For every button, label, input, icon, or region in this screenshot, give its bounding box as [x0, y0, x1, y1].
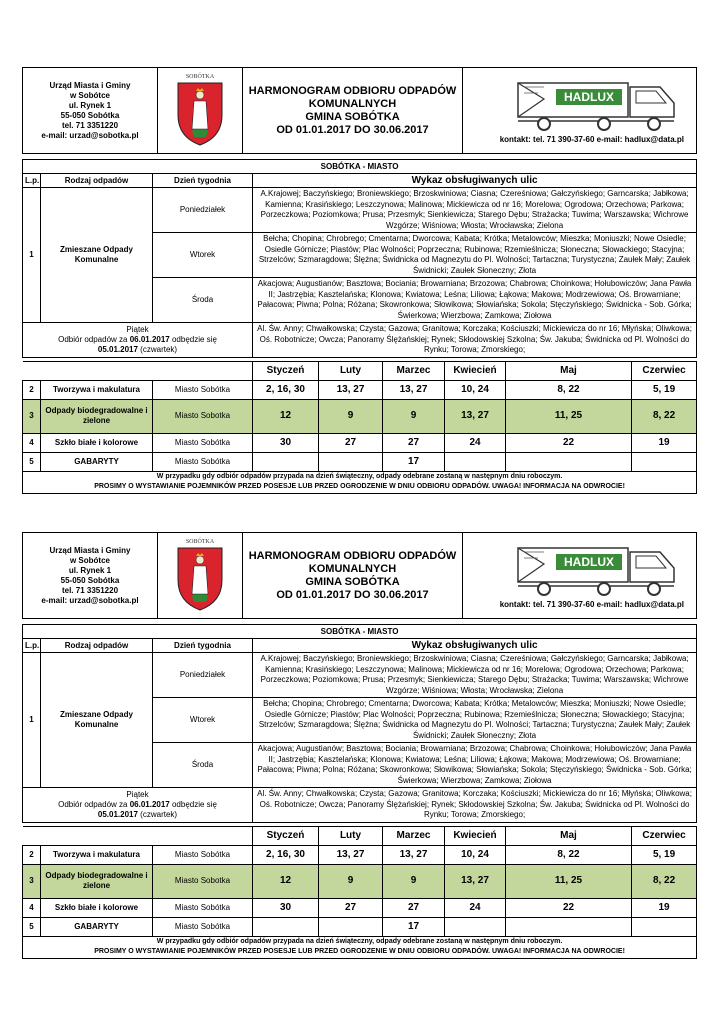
- pickup-dates: 8, 22: [632, 864, 697, 898]
- office-line: 55-050 Sobótka: [60, 575, 120, 585]
- row-lp: 2: [23, 845, 41, 864]
- note-date: 05.01.2017: [97, 809, 138, 819]
- area-label: Miasto Sobotka: [153, 399, 253, 433]
- row-lp: 4: [23, 433, 41, 452]
- friday-note: [23, 788, 253, 823]
- pickup-dates: 27: [319, 898, 383, 917]
- row-lp: 2: [23, 380, 41, 399]
- schedule-sheet: [22, 532, 696, 959]
- pickup-dates: [253, 452, 319, 471]
- waste-name: Szkło białe i kolorowe: [41, 433, 153, 452]
- area-label: Miasto Sobótka: [153, 380, 253, 399]
- office-email: e-mail: urzad@sobotka.pl: [41, 595, 139, 605]
- pickup-dates: 9: [383, 399, 445, 433]
- pickup-dates: 13, 27: [445, 399, 506, 433]
- pickup-dates: 19: [632, 433, 697, 452]
- office-address: [23, 68, 158, 154]
- company-cell: [463, 533, 697, 619]
- pickup-dates: 9: [319, 864, 383, 898]
- pickup-dates: 10, 24: [445, 845, 506, 864]
- office-line: tel. 71 3351220: [61, 585, 119, 595]
- friday-note-line: [25, 345, 250, 355]
- area-label: Miasto Sobótka: [153, 452, 253, 471]
- pickup-dates: 11, 25: [506, 864, 632, 898]
- waste-name: Tworzywa i makulatura: [41, 845, 153, 864]
- note-text: (czwartek): [137, 344, 178, 354]
- area-label: Miasto Sobótka: [153, 845, 253, 864]
- section-title: SOBÓTKA - MIASTO: [23, 625, 697, 639]
- office-address: [23, 533, 158, 619]
- area-label: Miasto Sobótka: [153, 433, 253, 452]
- note-date: 06.01.2017: [129, 799, 170, 809]
- streets-list: A.Krajowej; Baczyńskiego; Broniewskiego; Brzoskwiniowa; Ciasna; Czereśniowa; Gałczyńskiego; Garncarska; Jabłkowa; Kamienna; Krasińskiego; Leszczynowa; Malinowa; Mickiewicza od nr 16; Morelowa; Ogrodowa; Orzechowa; Parkowa; Porzeczkowa; Poziomkowa; Prusa; Przesmyk; Sienkiewicza; Starego Dębu; Strażacka; Tuwima; Warszawska; Wichrowe Wzgórze; Wiśniowa; Włosta; Wrocławska; Zielona: [253, 188, 697, 233]
- office-line: Urząd Miasta i Gminy: [49, 80, 131, 90]
- pickup-dates: 19: [632, 898, 697, 917]
- month-header: Styczeń: [253, 361, 319, 380]
- day-label: Środa: [153, 278, 253, 323]
- pickup-dates: 8, 22: [506, 380, 632, 399]
- col-waste-type: Rodzaj odpadów: [41, 639, 153, 653]
- month-header: Luty: [319, 826, 383, 845]
- waste-name: Tworzywa i makulatura: [41, 380, 153, 399]
- schedule-sheet: [22, 67, 696, 494]
- title-line: GMINA SOBÓTKA: [305, 575, 400, 588]
- note-text: Odbiór odpadów za: [58, 334, 130, 344]
- pickup-dates: 17: [383, 917, 445, 936]
- office-line: 55-050 Sobótka: [60, 110, 120, 120]
- pickup-dates: 2, 16, 30: [253, 845, 319, 864]
- company-contact: kontakt: tel. 71 390-37-60 e-mail: hadlux@data.pl: [499, 134, 684, 144]
- schedule-title: [243, 68, 463, 154]
- section-title: SOBÓTKA - MIASTO: [23, 160, 697, 174]
- waste-row: [23, 898, 697, 917]
- waste-row: [23, 845, 697, 864]
- month-header: Czerwiec: [632, 826, 697, 845]
- pickup-dates: 27: [383, 433, 445, 452]
- note-date: 06.01.2017: [129, 334, 170, 344]
- title-period: OD 01.01.2017 DO 30.06.2017: [276, 588, 429, 601]
- waste-name: Odpady biodegradowalne i zielone: [41, 399, 153, 433]
- office-line: tel. 71 3351220: [61, 120, 119, 130]
- month-header: Maj: [506, 826, 632, 845]
- pickup-dates: [319, 452, 383, 471]
- office-line: ul. Rynek 1: [68, 565, 112, 575]
- company-cell: [463, 68, 697, 154]
- title-line: KOMUNALNYCH: [308, 97, 397, 110]
- waste-name: GABARYTY: [41, 452, 153, 471]
- month-header: Marzec: [383, 361, 445, 380]
- footer-note: [23, 936, 697, 958]
- streets-list: A.Krajowej; Baczyńskiego; Broniewskiego; Brzoskwiniowa; Ciasna; Czereśniowa; Gałczyńskiego; Garncarska; Jabłkowa; Kamienna; Krasińskiego; Leszczynowa; Malinowa; Mickiewicza od nr 16; Morelowa; Ogrodowa; Orzechowa; Parkowa; Porzeczkowa; Poziomkowa; Prusa; Przesmyk; Sienkiewicza; Starego Dębu; Strażacka; Tuwima; Warszawska; Wichrowe Wzgórze; Wiśniowa; Włosta; Wrocławska; Zielona: [253, 653, 697, 698]
- pickup-dates: 17: [383, 452, 445, 471]
- pickup-dates: 5, 19: [632, 845, 697, 864]
- pickup-dates: 12: [253, 864, 319, 898]
- title-line: KOMUNALNYCH: [308, 562, 397, 575]
- friday-note-line: [25, 810, 250, 820]
- col-waste-type: Rodzaj odpadów: [41, 174, 153, 188]
- streets-list: Al. Św. Anny; Chwałkowska; Czysta; Gazowa; Granitowa; Korczaka; Kościuszki; Mickiewicza do nr 16; Młyńska; Oliwkowa; Oś. Robotnicze; Owcza; Panoramy Ślężańskiej; Rynek; Skłodowskiej Szkolna; Św. Jakuba; Świdnicka od Pl. Wolności do Rynku; Torowa; Zmorskiego;: [253, 788, 697, 823]
- pickup-dates: 13, 27: [445, 864, 506, 898]
- row-lp: 5: [23, 452, 41, 471]
- col-day: Dzień tygodnia: [153, 174, 253, 188]
- waste-row: [23, 380, 697, 399]
- schedule-table: [22, 159, 697, 494]
- waste-name: GABARYTY: [41, 917, 153, 936]
- pickup-dates: 27: [383, 898, 445, 917]
- office-line: w Sobótce: [69, 90, 110, 100]
- pickup-dates: [506, 917, 632, 936]
- pickup-dates: 5, 19: [632, 380, 697, 399]
- month-header: Luty: [319, 361, 383, 380]
- footer-line: W przypadku gdy odbiór odpadów przypada na dzień świąteczny, odpady odebrane zostaną w następnym dniu roboczym.: [156, 473, 563, 480]
- day-label: Wtorek: [153, 233, 253, 278]
- pickup-dates: 22: [506, 433, 632, 452]
- pickup-dates: 13, 27: [319, 845, 383, 864]
- crest-cell: [158, 533, 243, 619]
- pickup-dates: 13, 27: [319, 380, 383, 399]
- month-header: Kwiecień: [445, 361, 506, 380]
- row-lp: 1: [23, 653, 41, 788]
- pickup-dates: 22: [506, 898, 632, 917]
- waste-row: [23, 864, 697, 898]
- title-line: HARMONOGRAM ODBIORU ODPADÓW: [248, 549, 457, 562]
- footer-line: W przypadku gdy odbiór odpadów przypada na dzień świąteczny, odpady odebrane zostaną w następnym dniu roboczym.: [156, 938, 563, 945]
- office-line: Urząd Miasta i Gminy: [49, 545, 131, 555]
- pickup-dates: 9: [383, 864, 445, 898]
- pickup-dates: 27: [319, 433, 383, 452]
- office-line: ul. Rynek 1: [68, 100, 112, 110]
- pickup-dates: [632, 917, 697, 936]
- waste-row: [23, 452, 697, 471]
- day-label: Poniedziałek: [153, 653, 253, 698]
- streets-list: Bełcha; Chopina; Chrobrego; Cmentarna; Dworcowa; Kabata; Krótka; Metalowców; Mieszka; Moniuszki; Nowe Osiedle; Osiedle Górnicze; Piastów; Plac Wolności; Poprzeczna; Rubinowa; Rzemieślnicza; Słoneczna; Słowackiego; Stacyjna; Strzelców; Szmaragdowa; Ślężna; Świdnicka od Magnezytu do Pl. Wolności; Tartaczna; Turystyczna; Zaułek Mały; Zaułek Świdnicki; Zaułek Słoneczny; Złota: [253, 233, 697, 278]
- col-day: Dzień tygodnia: [153, 639, 253, 653]
- month-header: Marzec: [383, 826, 445, 845]
- note-text: odbędzie się: [169, 334, 217, 344]
- pickup-dates: 30: [253, 898, 319, 917]
- spacer: [23, 826, 253, 845]
- day-label: Wtorek: [153, 698, 253, 743]
- footer-note: [23, 471, 697, 493]
- col-lp: L.p.: [23, 639, 41, 653]
- pickup-dates: [445, 917, 506, 936]
- note-text: odbędzie się: [169, 799, 217, 809]
- row-lp: 3: [23, 864, 41, 898]
- month-header: Styczeń: [253, 826, 319, 845]
- waste-row: [23, 917, 697, 936]
- month-header: Maj: [506, 361, 632, 380]
- month-header: Czerwiec: [632, 361, 697, 380]
- area-label: Miasto Sobotka: [153, 864, 253, 898]
- footer-warning: PROSIMY O WYSTAWIANIE POJEMNIKÓW PRZED POSESJE LUB PRZED OGRODZENIE W DNIU ODBIORU ODPADÓW. UWAGA! INFORMACJA NA ODWROCIE!: [94, 483, 625, 490]
- streets-list: Akacjowa; Augustianów; Basztowa; Bociania; Browarniana; Brzozowa; Chabrowa; Choinkowa; Hołubowiczów; Jana Pawła II; Jastrzębia; Kasztelańska; Klonowa; Kwiatowa; Leśna; Liliowa; Łąkowa; Makowa; Modrzewiowa; Oś. Browarniane; Pałacowa; Piwna; Polna; Różana; Skowronkowa; Słowikowa; Słowiańska; Sokola; Stęczyńskiego; Świdnicka - Sob. Górka; Świerkowa; Wierzbowa; Zamkowa; Ziołowa: [253, 278, 697, 323]
- title-line: HARMONOGRAM ODBIORU ODPADÓW: [248, 84, 457, 97]
- pickup-dates: 30: [253, 433, 319, 452]
- pickup-dates: 24: [445, 433, 506, 452]
- office-line: w Sobótce: [69, 555, 110, 565]
- friday-note-line: [25, 800, 250, 810]
- row-lp: 5: [23, 917, 41, 936]
- pickup-dates: 13, 27: [383, 845, 445, 864]
- note-date: 05.01.2017: [97, 344, 138, 354]
- title-period: OD 01.01.2017 DO 30.06.2017: [276, 123, 429, 136]
- svg-text:SOBÓTKA: SOBÓTKA: [185, 539, 215, 545]
- day-label: Piątek: [126, 324, 149, 334]
- svg-text:SOBÓTKA: SOBÓTKA: [185, 74, 215, 80]
- pickup-dates: [632, 452, 697, 471]
- waste-name: Odpady biodegradowalne i zielone: [41, 864, 153, 898]
- day-label: Środa: [153, 743, 253, 788]
- pickup-dates: 9: [319, 399, 383, 433]
- streets-list: Al. Św. Anny; Chwałkowska; Czysta; Gazowa; Granitowa; Korczaka; Kościuszki; Mickiewicza do nr 16; Młyńska; Oliwkowa; Oś. Robotnicze; Owcza; Panoramy Ślężańskiej; Rynek; Skłodowskiej Szkolna; Św. Jakuba; Świdnicka od Pl. Wolności do Rynku; Torowa; Zmorskiego;: [253, 323, 697, 358]
- day-label: Poniedziałek: [153, 188, 253, 233]
- svg-text:HADLUX: HADLUX: [564, 554, 614, 569]
- pickup-dates: 2, 16, 30: [253, 380, 319, 399]
- pickup-dates: 8, 22: [506, 845, 632, 864]
- col-streets: Wykaz obsługiwanych ulic: [253, 174, 697, 188]
- waste-name: Szkło białe i kolorowe: [41, 898, 153, 917]
- town-crest-icon: [172, 536, 228, 612]
- footer-warning: PROSIMY O WYSTAWIANIE POJEMNIKÓW PRZED POSESJE LUB PRZED OGRODZENIE W DNIU ODBIORU ODPADÓW. UWAGA! INFORMACJA NA ODWROCIE!: [94, 948, 625, 955]
- schedule-title: [243, 533, 463, 619]
- pickup-dates: 10, 24: [445, 380, 506, 399]
- note-text: (czwartek): [137, 809, 178, 819]
- spacer: [23, 361, 253, 380]
- pickup-dates: [319, 917, 383, 936]
- pickup-dates: [506, 452, 632, 471]
- row-lp: 4: [23, 898, 41, 917]
- streets-list: Akacjowa; Augustianów; Basztowa; Bociania; Browarniana; Brzozowa; Chabrowa; Choinkowa; Hołubowiczów; Jana Pawła II; Jastrzębia; Kasztelańska; Klonowa; Kwiatowa; Leśna; Liliowa; Łąkowa; Makowa; Modrzewiowa; Oś. Browarniane; Pałacowa; Piwna; Polna; Różana; Skowronkowa; Słowikowa; Słowiańska; Sokola; Stęczyńskiego; Świdnicka - Sob. Górka; Świerkowa; Wierzbowa; Zamkowa; Ziołowa: [253, 743, 697, 788]
- header-table: [22, 532, 697, 625]
- waste-row: [23, 433, 697, 452]
- col-lp: L.p.: [23, 174, 41, 188]
- pickup-dates: 11, 25: [506, 399, 632, 433]
- row-lp: 3: [23, 399, 41, 433]
- friday-note-line: [25, 335, 250, 345]
- waste-name: Zmieszane Odpady Komunalne: [41, 653, 153, 788]
- pickup-dates: [445, 452, 506, 471]
- area-label: Miasto Sobótka: [153, 898, 253, 917]
- office-email: e-mail: urzad@sobotka.pl: [41, 130, 139, 140]
- garbage-truck-logo-icon: [514, 77, 684, 133]
- day-label: Piątek: [126, 789, 149, 799]
- col-streets: Wykaz obsługiwanych ulic: [253, 639, 697, 653]
- schedule-table: [22, 624, 697, 959]
- svg-text:HADLUX: HADLUX: [564, 89, 614, 104]
- title-line: GMINA SOBÓTKA: [305, 110, 400, 123]
- pickup-dates: [253, 917, 319, 936]
- note-text: Odbiór odpadów za: [58, 799, 130, 809]
- pickup-dates: 8, 22: [632, 399, 697, 433]
- pickup-dates: 12: [253, 399, 319, 433]
- streets-list: Bełcha; Chopina; Chrobrego; Cmentarna; Dworcowa; Kabata; Krótka; Metalowców; Mieszka; Moniuszki; Nowe Osiedle; Osiedle Górnicze; Piastów; Plac Wolności; Poprzeczna; Rubinowa; Rzemieślnicza; Słoneczna; Słowackiego; Stacyjna; Strzelców; Szmaragdowa; Ślężna; Świdnicka od Magnezytu do Pl. Wolności; Tartaczna; Turystyczna; Zaułek Mały; Zaułek Świdnicki; Zaułek Słoneczny; Złota: [253, 698, 697, 743]
- pickup-dates: 13, 27: [383, 380, 445, 399]
- company-contact: kontakt: tel. 71 390-37-60 e-mail: hadlux@data.pl: [499, 599, 684, 609]
- month-header: Kwiecień: [445, 826, 506, 845]
- pickup-dates: 24: [445, 898, 506, 917]
- header-table: [22, 67, 697, 160]
- crest-cell: [158, 68, 243, 154]
- row-lp: 1: [23, 188, 41, 323]
- waste-name: Zmieszane Odpady Komunalne: [41, 188, 153, 323]
- area-label: Miasto Sobótka: [153, 917, 253, 936]
- waste-row: [23, 399, 697, 433]
- friday-note: [23, 323, 253, 358]
- garbage-truck-logo-icon: [514, 542, 684, 598]
- town-crest-icon: [172, 71, 228, 147]
